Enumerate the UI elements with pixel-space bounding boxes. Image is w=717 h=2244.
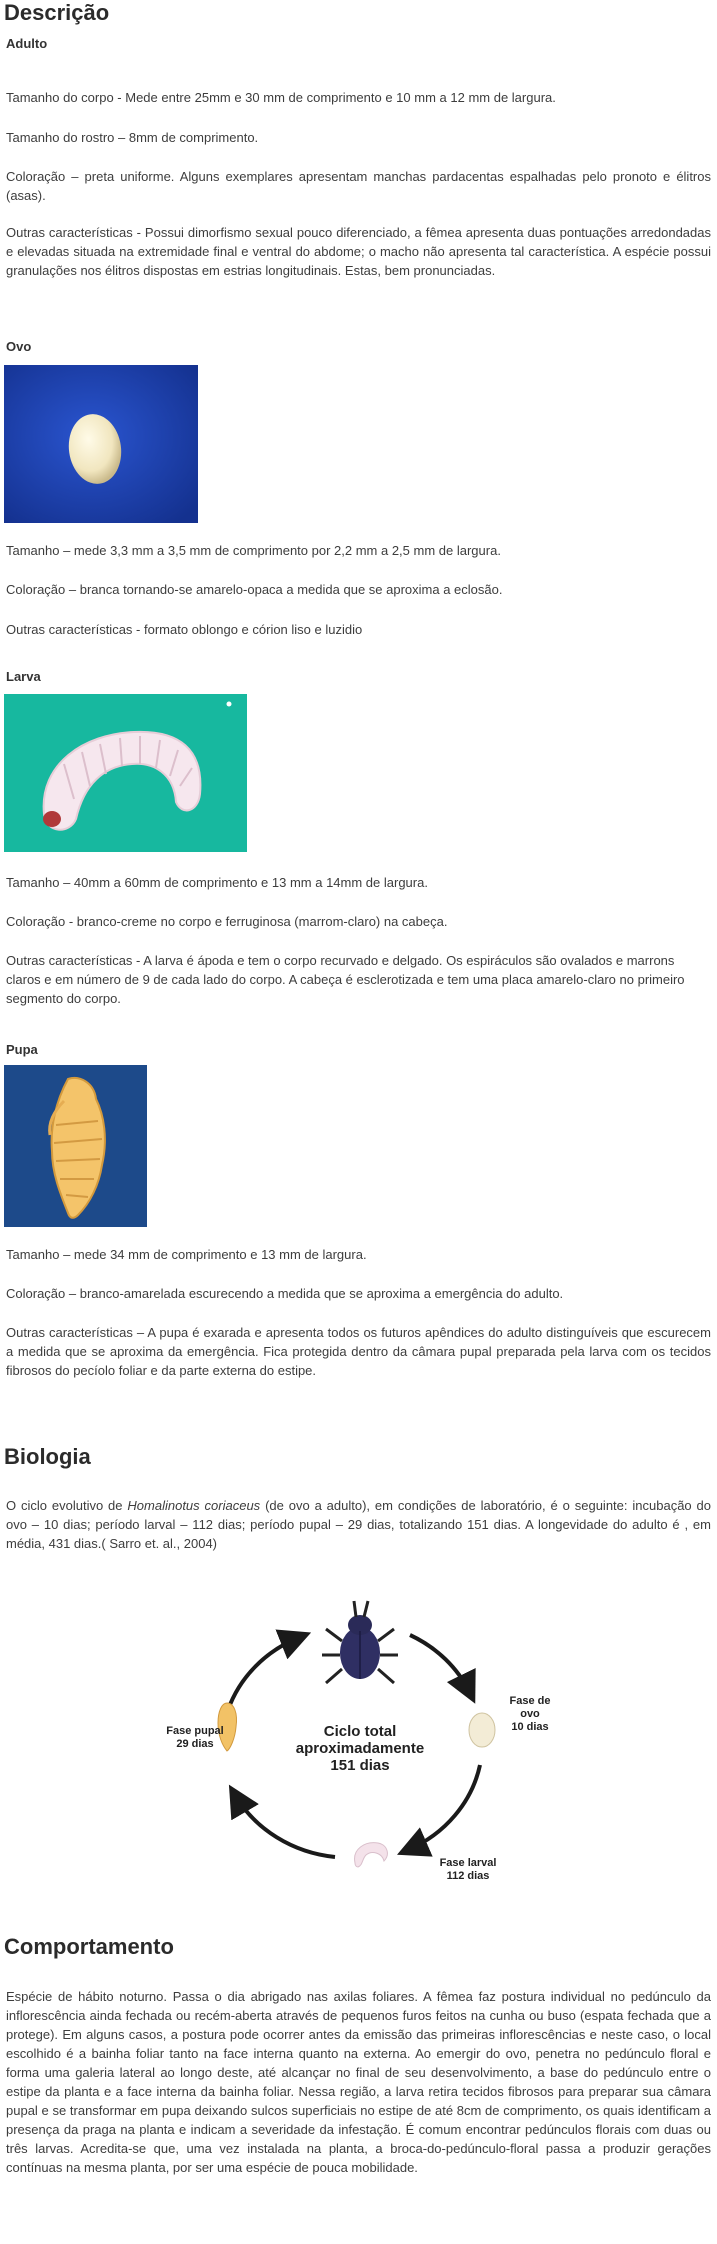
pupa-phase-label: [160, 1725, 230, 1751]
egg-phase-line2: ovo: [520, 1708, 540, 1720]
arrow-egg-to-larva: [408, 1765, 480, 1850]
larva-phase-line1: Fase larval: [439, 1857, 497, 1869]
egg-phase-line1: Fase de: [509, 1695, 551, 1707]
larva-tamanho: Tamanho – 40mm a 60mm de comprimento e 13 mm a 14mm de largura.: [6, 875, 428, 890]
adulto-tamanho-corpo: Tamanho do corpo - Mede entre 25mm e 30 mm de comprimento e 10 mm a 12 mm de largura.: [6, 90, 556, 105]
egg-photo: [4, 365, 198, 523]
comportamento-paragraph: Espécie de hábito noturno. Passa o dia abrigado nas axilas foliares. A fêmea faz postura individual no pedúnculo da inflorescência ainda fechada ou recém-aberta através de pequenos furos feitos na cunha ou buso (espata fechada que a protege). Em alguns casos, a postura pode ocorrer antes da emissão das primeiras inflorescências e neste caso, o local escolhido é a bainha foliar tanto na face interna quanto na externa. Ao emergir do ovo, penetra no pedúnculo floral e forma uma galeria lateral ao longo deste, até alcançar no final de seu desenvolvimento, a base do pedúnculo entre o estipe da planta e a face interna da bainha foliar. Nessa região, a larva retira tecidos fibrosos para preparar sua câmara pupal e se transformar em pupa deixando sulcos superficiais no estipe de até 8cm de comprimento, os quais identificam a presença da praga na planta e indicam a severidade da infestação. É comum encontrar pedúnculos florais com duas ou três larvas. Acredita-se que, uma vez instalada na planta, a broca-do-pedúnculo-floral passa a produzir gerações contínuas na mesma planta, por ser uma espécie de pouca mobilidade.: [6, 1989, 711, 2175]
larva-phase-label: [408, 1857, 528, 1883]
heading-adulto: Adulto: [6, 36, 48, 51]
heading-larva: Larva: [6, 669, 41, 684]
pupa-phase-line1: Fase pupal: [166, 1725, 224, 1737]
heading-ovo: Ovo: [6, 339, 32, 354]
arrow-larva-to-pupa: [235, 1795, 335, 1857]
cycle-total-label: [280, 1723, 440, 1774]
ovo-outras: Outras características - formato oblongo e córion liso e luzidio: [6, 622, 363, 637]
heading-comportamento: Comportamento: [4, 1934, 174, 1959]
arrow-adult-to-egg: [410, 1635, 470, 1693]
adulto-coloracao: Coloração – preta uniforme. Alguns exemplares apresentam manchas pardacentas espalhadas pelo pronoto e élitros (asas).: [6, 169, 711, 203]
cycle-total-line1: Ciclo total: [323, 1723, 397, 1740]
biologia-paragraph: [6, 1496, 711, 1553]
larva-photo: [4, 694, 247, 852]
egg-phase-label: [500, 1695, 560, 1734]
arrow-pupa-to-adult: [228, 1637, 300, 1710]
pupa-photo: [4, 1065, 147, 1227]
species-name: Homalinotus coriaceus: [127, 1498, 261, 1513]
adult-beetle-icon: [322, 1601, 398, 1683]
heading-biologia: Biologia: [4, 1444, 91, 1469]
larva-outras: Outras características - A larva é ápoda e tem o corpo recurvado e delgado. Os espiráculos são ovalados e marrons claros e em número de 9 de cada lado do corpo. A cabeça é esclerotizada e tem uma placa amarelo-claro no primeiro segmento do corpo.: [6, 953, 685, 1006]
biologia-text-before: O ciclo evolutivo de: [6, 1498, 128, 1513]
adulto-outras: Outras características - Possui dimorfismo sexual pouco diferenciado, a fêmea apresenta duas pontuações arredondadas e elevadas situada na extremidade final e ventral do abdome; o macho não apresenta tal característica. A espécie possui granulações nos élitros dispostas em estrias longitudinais. Estas, bem pronunciadas.: [6, 225, 711, 278]
pupa-tamanho: Tamanho – mede 34 mm de comprimento e 13 mm de largura.: [6, 1247, 367, 1262]
pupa-coloracao: Coloração – branco-amarelada escurecendo a medida que se aproxima a emergência do adulto.: [6, 1286, 564, 1301]
larva-phase-line2: 112 dias: [446, 1870, 490, 1882]
ovo-coloracao: Coloração – branca tornando-se amarelo-opaca a medida que se aproxima a eclosão.: [6, 582, 503, 597]
cycle-total-line3: 151 dias: [330, 1757, 390, 1774]
egg-icon: [469, 1713, 495, 1747]
ovo-tamanho: Tamanho – mede 3,3 mm a 3,5 mm de comprimento por 2,2 mm a 2,5 mm de largura.: [6, 543, 501, 558]
adulto-tamanho-rostro: Tamanho do rostro – 8mm de comprimento.: [6, 130, 259, 145]
pupa-outras: Outras características – A pupa é exarada e apresenta todos os futuros apêndices do adulto distinguíveis que escurecem a medida que se aproxima da emergência. Fica protegida dentro da câmara pupal preparada pela larva com os tecidos fibrosos do pecíolo foliar e da parte externa do estipe.: [6, 1325, 711, 1378]
larva-icon: [355, 1843, 388, 1867]
heading-descricao: Descrição: [4, 0, 110, 25]
larva-coloracao: Coloração - branco-creme no corpo e ferruginosa (marrom-claro) na cabeça.: [6, 914, 448, 929]
life-cycle-diagram: [160, 1595, 560, 1885]
pupa-phase-line2: 29 dias: [176, 1738, 214, 1750]
biologia-text-after: (de ovo a adulto), em condições de laboratório, é o seguinte: incubação do ovo – 10 dias; período larval – 112 dias; período pupal – 29 dias, totalizando 151 dias. A longevidade do adulto é , em média, 431 dias.( Sarro et. al., 2004): [6, 1498, 711, 1551]
cycle-total-line2: aproximadamente: [295, 1740, 425, 1757]
heading-pupa: Pupa: [6, 1042, 38, 1057]
egg-phase-line3: 10 dias: [511, 1721, 549, 1733]
